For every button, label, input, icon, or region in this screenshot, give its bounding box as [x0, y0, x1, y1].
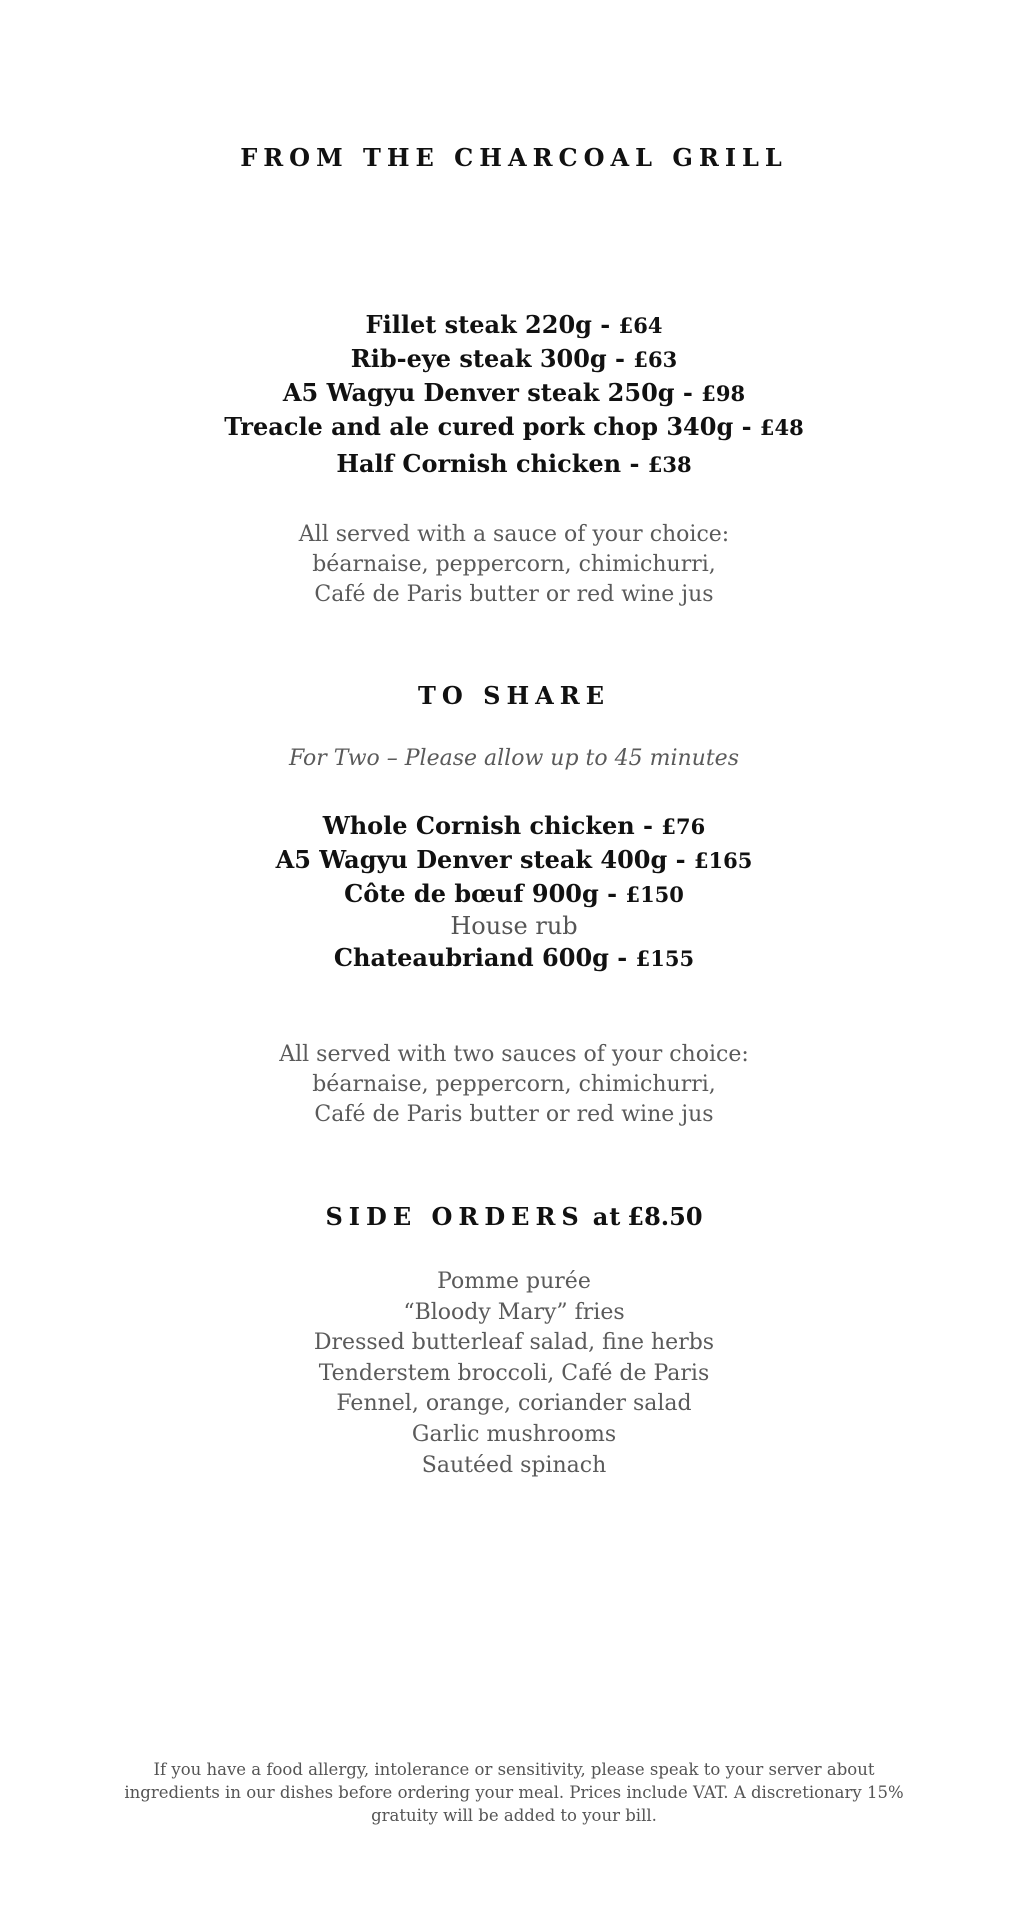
- share-section-title: TO SHARE: [418, 681, 610, 710]
- sides-at: at: [592, 1202, 622, 1231]
- side-order-item: “Bloody Mary” fries: [403, 1299, 625, 1325]
- share-item: [0, 941, 1028, 975]
- share-subtitle: For Two – Please allow up to 45 minutes: [288, 746, 739, 771]
- side-order-item: Fennel, orange, coriander salad: [336, 1391, 692, 1417]
- note-line: All served with two sauces of your choice:: [279, 1042, 749, 1067]
- grill-item: [0, 308, 1028, 342]
- item-price: £64: [618, 313, 663, 338]
- sides-section-title: [0, 1202, 1028, 1231]
- grill-item: [0, 444, 1028, 482]
- share-item: [0, 809, 1028, 843]
- item-price: £155: [635, 946, 695, 971]
- note-line: béarnaise, peppercorn, chimichurri,: [312, 1072, 716, 1097]
- side-order-item: Garlic mushrooms: [411, 1421, 617, 1447]
- item-name: A5 Wagyu Denver steak 250g -: [282, 378, 702, 407]
- item-price: £76: [661, 814, 706, 839]
- grill-sauce-note: [0, 520, 1028, 610]
- item-name: Côte de bœuf 900g -: [344, 879, 626, 908]
- note-line: Café de Paris butter or red wine jus: [314, 1102, 714, 1127]
- grill-item-list: [0, 308, 1028, 482]
- share-item: [0, 877, 1028, 911]
- note-line: Café de Paris butter or red wine jus: [314, 582, 714, 607]
- item-price: £63: [633, 347, 678, 372]
- sides-price: £8.50: [627, 1202, 703, 1231]
- side-order-item: Dressed butterleaf salad, fine herbs: [313, 1330, 715, 1356]
- share-sauce-note: [0, 1040, 1028, 1130]
- item-price: £150: [625, 882, 684, 907]
- item-name: Chateaubriand 600g -: [333, 943, 636, 972]
- grill-item: [0, 410, 1028, 444]
- side-order-item: Pomme purée: [437, 1269, 591, 1294]
- note-line: béarnaise, peppercorn, chimichurri,: [312, 552, 716, 577]
- grill-item: [0, 376, 1028, 410]
- item-name: A5 Wagyu Denver steak 400g -: [275, 845, 694, 874]
- share-item: [0, 843, 1028, 877]
- item-price: £38: [647, 452, 692, 477]
- item-name: Fillet steak 220g -: [365, 310, 619, 339]
- house-rub-note: House rub: [450, 912, 578, 940]
- side-order-list: [0, 1267, 1028, 1481]
- item-name: Whole Cornish chicken -: [322, 811, 662, 840]
- item-price: £98: [701, 381, 746, 406]
- allergy-footer-note: If you have a food allergy, intolerance or sensitivity, please speak to your server about ingredients in our dishes before ordering your meal. Prices include VAT. A discretionary 15% gratuity will be added to your bill.: [124, 1760, 904, 1825]
- share-item-list: [0, 809, 1028, 975]
- note-line: All served with a sauce of your choice:: [298, 522, 730, 547]
- item-name: Treacle and ale cured pork chop 340g -: [224, 412, 760, 441]
- grill-section-title: FROM THE CHARCOAL GRILL: [240, 143, 788, 172]
- sides-title-text: SIDE ORDERS: [325, 1202, 585, 1231]
- side-order-item: Sautéed spinach: [421, 1452, 607, 1478]
- item-price: £48: [759, 415, 804, 440]
- item-name: Rib-eye steak 300g -: [350, 344, 634, 373]
- item-price: £165: [693, 848, 753, 873]
- item-name: Half Cornish chicken -: [336, 449, 648, 478]
- grill-item: [0, 342, 1028, 376]
- side-order-item: Tenderstem broccoli, Café de Paris: [318, 1360, 710, 1386]
